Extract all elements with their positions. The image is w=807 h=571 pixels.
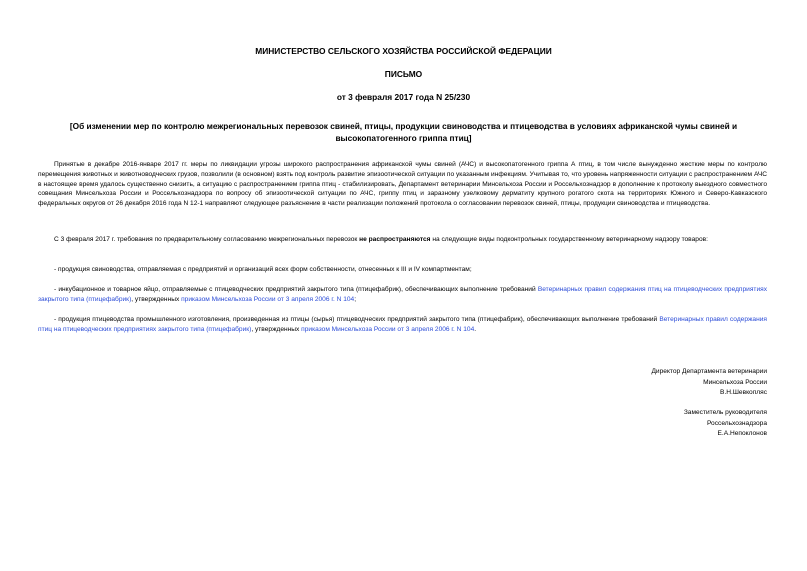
signer-organization: Минсельхоза России xyxy=(703,378,767,386)
list-item-eggs-middle: , утвержденных xyxy=(131,295,182,303)
signature-block-rosselkhoznadzor xyxy=(527,408,767,440)
list-item-pork-products: - продукция свиноводства, отправляемая с предприятий и организаций всех форм собственности, отнесенных к III и IV компартментам; xyxy=(54,266,472,273)
list-item-poultry-text: - продукция птицеводства промышленного изготовления, произведенная из птицы (сырья) птицеводческих предприятий закрытого типа (птицефабрик), обеспечивающих выполнение требований xyxy=(54,316,660,323)
list-item-poultry-middle: , утвержденных xyxy=(251,325,302,333)
document-date: от 3 февраля 2017 года N 25/230 xyxy=(336,92,471,102)
paragraph-requirements-text-end: на следующие виды подконтрольных государственному ветеринарному надзору товаров: xyxy=(430,236,708,243)
document-subject: [Об изменении мер по контролю межрегиональных перевозок свиней, птицы, продукции свиноводства и птицеводства в условиях африканской чумы свиней и высокопатогенного гриппа птиц] xyxy=(69,121,738,143)
link-veterinary-rules[interactable]: Ветеринарных правил содержания птиц на птицеводческих предприятиях закрытого типа (птицефабрик) xyxy=(38,316,767,333)
ministry-title: МИНИСТЕРСТВО СЕЛЬСКОГО ХОЗЯЙСТВА РОССИЙСКОЙ ФЕДЕРАЦИИ xyxy=(255,46,552,56)
paragraph-requirements-text-start: С 3 февраля 2017 г. требования по предварительному согласованию межрегиональных перевозок xyxy=(54,236,360,243)
link-ministry-order[interactable]: приказом Минсельхоза России от 3 апреля 2006 г. N 104 xyxy=(301,325,475,333)
list-item-eggs-text: - инкубационное и товарное яйцо, отправляемые с птицеводческих предприятий закрытого типа (птицефабрик), обеспечивающих выполнение требований xyxy=(54,286,538,293)
paragraph-requirements-bold: не распространяются xyxy=(359,236,431,243)
signature-block-veterinary-department xyxy=(527,367,767,399)
list-item-eggs-end: ; xyxy=(354,295,357,303)
signer-position: Директор Департамента ветеринарии xyxy=(651,368,767,375)
paragraph-intro: Принятые в декабре 2016-январе 2017 гг. меры по ликвидации угрозы широкого распространения африканской чумы свиней (АЧС) и высокопатогенного гриппа А птиц, в том числе вынужденно жесткие меры по контролю перемещения животных и животноводческих грузов, позволили (в основном) взять под контроль развитие эпизоотической ситуации по указанным инфекциям. Учитывая то, что уровень напряженности ситуации с распространением АЧС в настоящее время удалось существенно снизить, а ситуацию с распространением гриппа птиц - стабилизировать, Департамент ветеринарии Минсельхоза России и Россельхознадзор в дополнение к протоколу выездного совместного совещания Минсельхоза России и Россельхознадзора по вопросу об эпизоотической ситуации по АЧС, гриппу птиц и заразному узелковому дерматиту крупного рогатого скота на территориях Южного и Северо-Кавказского федеральных округов от 26 декабря 2016 года N 12-1 направляют следующее разъяснение в части реализации положений протокола о согласовании перевозок свиней, птицы, продукции свиноводства и птицеводства. xyxy=(38,161,767,208)
link-veterinary-rules[interactable]: Ветеринарных правил содержания птиц на птицеводческих предприятиях закрытого типа (птицефабрик) xyxy=(38,286,767,303)
signer-organization: Россельхознадзора xyxy=(706,419,767,427)
link-ministry-order[interactable]: приказом Минсельхоза России от 3 апреля 2006 г. N 104 xyxy=(181,295,355,303)
document-type: ПИСЬМО xyxy=(384,69,423,79)
list-item-eggs xyxy=(38,285,767,305)
list-item-poultry-products xyxy=(38,315,767,335)
signer-name: Е.А.Непоклонов xyxy=(717,430,767,437)
signer-position: Заместитель руководителя xyxy=(683,409,767,416)
signer-name: В.Н.Шевкопляс xyxy=(720,389,767,396)
list-item-poultry-end: . xyxy=(474,325,477,333)
paragraph-requirements xyxy=(38,235,767,245)
